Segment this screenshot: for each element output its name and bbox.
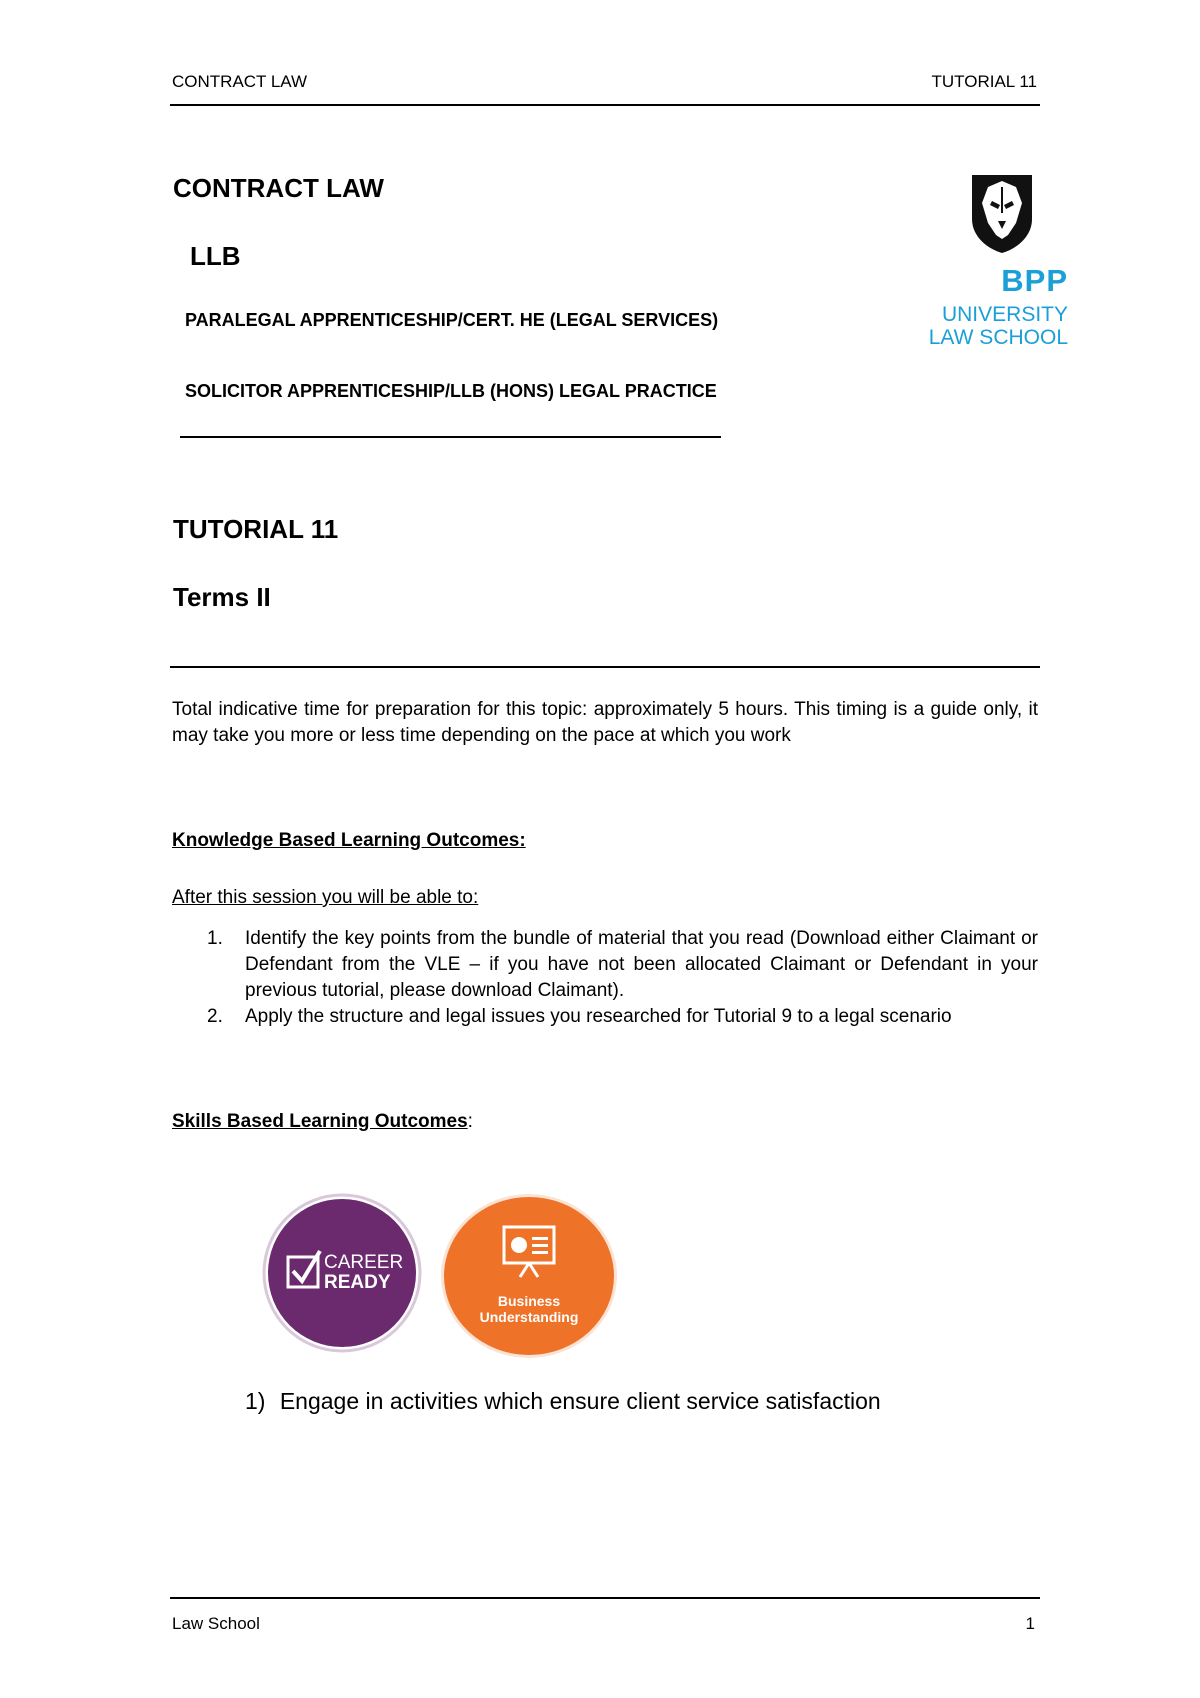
knowledge-outcomes-lead: After this session you will be able to: — [172, 887, 479, 908]
award-title: LLB — [190, 241, 241, 271]
badge-career-line2: READY — [324, 1272, 391, 1293]
topic-divider — [170, 666, 1040, 668]
programme-paralegal: PARALEGAL APPRENTICESHIP/CERT. HE (LEGAL SERVICES) — [185, 310, 719, 330]
knowledge-outcomes-list — [172, 926, 1038, 1030]
footer-school: Law School — [172, 1614, 260, 1633]
programme-divider — [180, 436, 721, 438]
list-item-text: Identify the key points from the bundle of material that you read (Download either Claimant or Defendant from the VLE – if you have not been allocated Claimant or Defendant in your previous tutorial, please download Claimant). — [245, 928, 1038, 1001]
preparation-time-note: Total indicative time for preparation for this topic: approximately 5 hours. This timing is a guide only, it may take you more or less time depending on the pace at which you work — [172, 699, 1038, 746]
logo-line-law-school: LAW SCHOOL — [928, 326, 1068, 349]
footer-divider — [170, 1597, 1040, 1599]
running-header-course: CONTRACT LAW — [172, 72, 308, 91]
logo-brand: BPP — [1001, 263, 1068, 298]
skills-item-number: 1) — [245, 1388, 266, 1414]
career-ready-badge — [262, 1193, 422, 1353]
skills-outcomes-heading-wrap — [172, 1109, 473, 1135]
list-item-text: Apply the structure and legal issues you researched for Tutorial 9 to a legal scenario — [245, 1006, 952, 1027]
tutorial-topic: Terms II — [173, 582, 271, 612]
running-header-tutorial: TUTORIAL 11 — [931, 72, 1037, 91]
badge-career-line1: CAREER — [324, 1252, 404, 1273]
business-understanding-badge — [440, 1193, 620, 1359]
header-divider — [170, 104, 1040, 106]
course-title: CONTRACT LAW — [173, 173, 384, 203]
list-item-number: 2. — [207, 1006, 223, 1027]
list-item — [172, 1004, 1038, 1030]
skills-item — [245, 1388, 881, 1415]
tutorial-number: TUTORIAL 11 — [173, 514, 339, 544]
skills-item-text: Engage in activities which ensure client service satisfaction — [279, 1388, 881, 1414]
programme-solicitor: SOLICITOR APPRENTICESHIP/LLB (HONS) LEGAL PRACTICE — [185, 381, 717, 401]
list-item — [172, 926, 1038, 1004]
page-number: 1 — [1025, 1614, 1035, 1633]
knowledge-outcomes-heading: Knowledge Based Learning Outcomes: — [172, 830, 526, 851]
skills-outcomes-heading: Skills Based Learning Outcomes — [172, 1111, 468, 1132]
logo-line-university: UNIVERSITY — [941, 303, 1068, 326]
list-item-number: 1. — [207, 928, 223, 949]
bpp-logo — [893, 173, 1073, 353]
badge-business-line1: Business — [497, 1293, 561, 1309]
skills-heading-colon: : — [467, 1111, 473, 1132]
lion-shield-icon — [968, 173, 1036, 255]
badge-business-line2: Understanding — [479, 1309, 579, 1325]
